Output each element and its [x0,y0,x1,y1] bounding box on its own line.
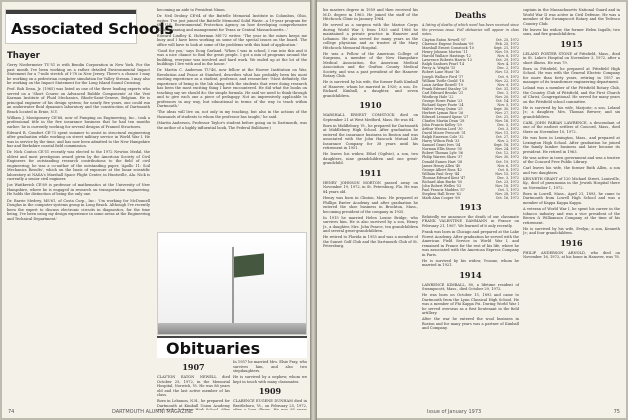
death-date: Oct. 16, 1972 [495,195,519,200]
obituary-column-1 [157,360,230,410]
death-class: '42 [456,167,462,172]
death-date: Nov. 20, 1972 [495,94,519,99]
obituary-column-2 [233,360,307,410]
death-class: '16 [454,70,460,75]
paragraph: CLAYTON EATON NEWELL died October 25, 1972, in the Memorial Hospital, Norwich, Vt. He was 86 years old and the last active member of his class. [157,375,230,397]
paragraph: captain in the Massachusetts National Guard and in World War II was active in Civil Defense. He was a member of the Swampscott Rotary and the Tedesco Country Club. [523,8,620,26]
death-name: Lawrence Roberts Harris [422,58,466,63]
death-name: Thomas Edward Kent [422,175,459,180]
paragraph: Prof. Bob Dean, Jr. (1965) was listed as one of the three leading experts who served on a 'Short Course on Advanced Rubble Components' at the Vest Karman Institute of Fluid Mechanics, Rhode-Saint-Genese, Belgium. He is principal engineer of his design system; for nearly five years, one could run an underwater fluid dynamics laboratory and the construction of Dartmouth Beach located in Ernie, N.Y. [7,87,150,114]
death-name: Paul Francis Madden [422,187,459,192]
death-class: '57 [459,187,465,192]
flag-photo [157,232,307,335]
paragraph: A veteran of World War I, he spent his career in the tobacco industry and was a vice president of the Brown & Williamson Company at the time of his retirement. [523,207,620,225]
death-name: Marshall Ernest Comstock [422,46,468,51]
death-name: Ralph Emerson Cole [422,135,458,140]
class-year-heading: 1910 [359,100,382,111]
death-date: Oct. 19, 1972 [495,159,519,164]
death-class: '47 [460,175,466,180]
death-name: Edward Leonard Spear [422,114,462,119]
class-year-heading: 1907 [182,362,205,372]
death-date: Nov. 4, 1972 [497,62,519,67]
death-date: Oct. 29, 1972 [495,58,519,63]
death-name: William Paul Grey [422,171,453,176]
death-class: '12 [465,54,471,59]
flag-icon [234,253,264,277]
right-page [317,2,626,418]
paragraph: He retired to Florida in 1955 and was a member of the Sunset Golf Club and the Dartmouth Club of St. Petersburg. [323,235,418,249]
death-class: '35 [456,147,462,152]
death-class: '24 [458,102,464,107]
paragraph: Edward Lindley K. Hoberman MS'72 writes: 'The year in the mines keeps me busy and I have been working on some of the special issues on the board. The office will have to look at some of the problems with this kind of application.' [157,33,307,47]
section-heading-thayer: Thayer [7,51,40,61]
death-date: Nov. 13, 1972 [495,70,519,75]
paragraph: Dr. Nick Contos CE'51 recently was elected to the 1972 Newton Medal, the oldest and most prestigious award given by the American Society of Civil Engineers for outstanding research contributions to the field of civil engineering; he was a co-author of the outstanding paper, 'Apollo 11: Soil Mechanics Results', which on the basis of exposure at the lunar scientific laboratory at NASA's Marshall Space Flight Center, in Huntsville, Ala. Nick is currently a senior civil engineer. [7,150,150,182]
death-class: '17 [458,74,464,79]
paragraph: Born in Middlebury, Vt., he prepared for Dartmouth at Middlebury High School. After graduation he entered the insurance business in Boston and was associated with the John Hancock Mutual Life Insurance Company for 38 years until his retirement in 1951. [323,123,418,151]
death-date: Nov. 6, 1972 [497,163,519,168]
deaths-heading: Deaths [454,10,487,20]
page-number-left: 74 [8,409,15,415]
death-date: Oct. 27, 1972 [495,135,519,140]
paragraph: In 1957 he married Mrs. Elsie Pray, who survives him, and also two stepdaughters. [233,360,307,373]
death-name: Carl Edward Brooks [422,90,457,95]
death-class: '23 [457,98,463,103]
paragraph: He is survived by his wife, Evelyn; a son, Kenneth Jr.; and four grandchildren. [523,226,620,236]
death-class: '27 [463,114,469,119]
obituary-column-4 [523,8,620,410]
death-class: '14 [458,62,464,67]
class-year-heading: 1909 [258,386,282,397]
death-class: '09 [468,42,474,47]
death-entry [422,196,519,200]
thayer-column-1 [7,63,150,403]
death-class: '28 [459,119,465,124]
death-class: '18 [458,78,464,83]
paragraph: In 1915 he married Helen Louise Bridge, who survives him. He is also survived by a son, Henry Jr., a daughter, Mrs. John Pearce, ten grandchildren and several great-grandchildren. [323,215,418,234]
paragraph: LAWRENCE KIMBALL, 80, a lifetime resident of Swampscott, Mass., died October 29, 1972. [422,282,519,292]
death-date: Nov. 11, 1972 [495,131,519,136]
death-name: John Francis Kelley [422,123,456,128]
thayer-column-2 [157,8,307,230]
death-name: Henry Johnson Morton [422,50,462,55]
paragraph: Henry was born in Clinton, Mass. He prepared at Phillips Exeter Academy and after graduation he entered the shoe business in Brockton, Mass., becoming president of the company in 1935. [323,196,418,214]
paragraph: MARSHALL ERNEST COMSTOCK died on September 21 at West Medford, Mass. He was 84. [323,113,418,122]
death-class: '07 [460,38,466,43]
death-date: Nov. 2, 1972 [497,139,519,144]
deaths-column [422,8,519,410]
death-name: Samuel Grant Ives [422,143,454,148]
death-name: Harold Wallace Hastings [422,54,465,59]
paragraph: KENNETH GRANT of 120 Michael Street, Louisville, Ky., died of pneumonia in the Jewish Hospital there on November 1, 1972. [523,176,620,190]
obituary-column-3 [323,8,418,410]
death-class: '37 [457,155,463,160]
paragraph: He leaves his widow, Ethel (Ogilvie), a son, two daughters, nine grandchildren and one great-grandchild. [323,152,418,166]
paragraph: LELAND PORTER STONE of Pittsfield, Mass., died in St. Luke's Hospital on November 3, 1972, after a short illness. He was 79. [523,51,620,65]
death-name: Norman Ellis Stone [422,147,456,152]
paragraph: He is survived by his wife, Marjorie; a son, Leland Jr.; a daughter, Mrs. Thomas Brewer; and six grandchildren. [523,105,620,119]
death-name: Ralph Sanborn Pearl [422,62,458,67]
deaths-intro: A listing of deaths of which word has been received since the previous issue. Full obituaries will appear in class notes. [422,23,519,36]
death-date: Oct. 21, 1972 [495,114,519,119]
paragraph: Dr. Martin C. Anderson TU'46, now fellow at the Hoover Institution on War, Revolution and Peace at Stanford, describes what has probably been his most exciting experience as a student, professor, and researcher: 'Most definitely, the experience of being in the lab along with the students that were doing research has been the most exciting thing I have encountered. He did what the books on teaching say we should do: the simple formula. He said we need to think through and to give each one a piece of pedagogy. Not an impressively applicable to professors in any way, but educational in terms of the way to teach within Dartmouth.' [157,68,307,109]
death-name: Frank Edward Stanley [422,86,461,91]
class-year-heading: 1916 [560,237,583,248]
paragraph: William J. Montgomery CE'68, now of Pumping on Engineering, Inc., took a professional title in the five insurance business that he had ten months earlier: he is currently working for several designs of Framed Structures. [7,115,150,129]
paragraph: Edward R. Comfort CE'73 spent summer to assist in structural engineering after graduation while working on street military service in World War I. He was in service by the time, and has now been admitted to the New Hampshire bar and Berkshire coastal field commission. [7,130,150,149]
death-date: Oct. 8, 1972 [497,167,519,172]
death-date: Sept. 30, 1972 [493,106,519,111]
death-date: Nov. 30, 1972 [495,155,519,160]
photo-ridge [158,323,306,334]
death-name: George Howe Paine [422,98,457,103]
death-name: William Tuttle Gould [422,78,458,83]
paragraph: He was born on October 15, 1892 and came to Dartmouth from the Lynn Classical High School. He was a member of Phi Kappa Psi. During World War I he served overseas as a first lieutenant in the field artillery. [422,293,519,316]
paragraph: Carl leaves his wife, the former Ruth Allen, a son and two daughters. [523,166,620,175]
death-name: Charles Martin Dean [422,119,459,124]
paragraph: He was born in Lexington, Mass., and prepared at Lexington High School. After graduation he joined the family lumber business and later became its president. He retired in 1963. [523,136,620,154]
death-class: '34 [454,143,461,148]
death-name: Winthrop Hale [422,94,448,99]
death-name: James Henry Allen [422,163,454,168]
death-date: Oct. 14, 1972 [495,98,519,103]
paragraph: Belatedly we announce the death of our classmate FRANK VALENTINE DAMMANN in France on February 21, 1967. We learned of it only recently. [422,214,519,228]
death-date: Nov. 5, 1972 [497,102,519,107]
paragraph: becoming an aide to President Nixon. [157,8,226,12]
death-class: '10 [468,46,475,51]
death-name: Richard Sayre Foote [422,102,458,107]
death-class: '31 [460,131,466,136]
death-name: Arthur Weston Lord [422,127,457,132]
death-class: '32 [458,135,464,140]
death-name: Donald Eames Hart [422,159,456,164]
obituaries-banner [157,336,307,358]
death-date: Nov. 27, 1972 [495,110,519,115]
death-class: '21 [457,90,464,95]
magazine-title-footer: DARTMOUTH ALUMNI MAGAZINE [112,409,194,415]
death-class: '11 [462,50,468,55]
death-date: Feb. 25, 1972 [495,42,519,47]
death-date: Sept. 21, 1972 [493,46,519,51]
death-date: Oct. 23, 1972 [495,179,519,184]
paragraph: Frank was born in Chicago and prepared at the Lake Forest Academy. After graduation he served with the American Field Service in World War I, and remained in France for the rest of his life, where he was associated with the American Express Company in Paris. [422,230,519,257]
paragraph: Born in Pittsfield, he prepared at Pittsfield High School. He was with the General Electric Company for more than forty years, retiring in 1957 as manager of its transformer engineering department. [523,66,620,85]
death-name-class [422,196,460,200]
paragraph: 'Good for you,' says Doug Garland. 'When I was in school, I ran into this and it was a nice chance to find the great people. I got a mix of programs around the building, everyone was involved and hard work. We ended up at the lot of the buildings I live with and in the house.' [157,48,307,67]
death-date: Dec. 3, 1972 [497,175,519,180]
paragraph: CLARENCE EUGENE DUNHAM died in Brattleboro, Vt., on February 25, 1972, [233,399,307,408]
death-class: '36 [457,151,463,156]
death-class: '15 [450,66,456,71]
death-date: Nov. 15, 1972 [495,171,519,176]
death-name: Philip Warren Shaw [422,155,457,160]
death-date: Dec. 1, 1972 [497,90,519,95]
left-page [2,2,310,418]
death-class: '38 [456,159,463,164]
class-year-heading: 1914 [459,269,482,280]
death-class: '13 [466,58,472,63]
death-name: Clarence Eugene Dunham [422,42,468,47]
death-date: Nov. 8, 1972 [497,54,519,59]
paragraph: He served as a surgeon with the Marine Corps during World War I; from 1923 until 1966 he maintained a private practice in Hanover and Lebanon. He also served for many years as the college physician and as trustee of the Mary Hitchcock Memorial Hospital. [323,23,418,50]
page-number-right: 75 [613,409,620,415]
paragraph: He leaves his widow, the former Helen Ingalls; two sons, and five grandchildren. [523,27,620,37]
death-class: '25 [457,106,463,111]
section-banner [5,9,174,44]
death-date: Nov. 19, 1972 [495,50,519,55]
death-name: David Moore Prescott [422,131,460,136]
paragraph: He is survived by his widow, Yvonne, whom he married in 1921. [422,258,519,268]
death-name: Robert Lane Hunt [422,70,454,75]
death-name: Louis Arthur Rowell [422,82,457,87]
obituaries-title: Obituaries [166,339,261,358]
death-class: '40 [455,163,461,168]
death-class: '29 [456,123,462,128]
paragraph: He was a Fellow of the American College of Surgeons, a member of the New Hampshire Medical Association, the American Medical Association and the Grafton County Medical Society, and was a past president of the Hanover Rotary Club. [323,51,418,79]
death-class: '62 [455,191,462,196]
class-year-heading: 1911 [359,167,382,178]
class-year-heading: 1915 [560,38,583,49]
death-date: Nov. 22, 1972 [495,78,519,83]
banner-title: Associated Schools [11,20,174,38]
paragraph: 'The ideas will live on, not only in my teaching, but also in the actions of the thousands of students to whom the professor has taught,' he said. [157,110,307,119]
death-date: Oct. 25, 1972 [495,38,519,43]
death-name: Richard Alan Burke [422,179,456,184]
death-class: '44 [453,171,460,176]
paragraph: He was active in town government and was a trustee of the Concord Free Public Library. [523,155,620,165]
paragraph: Born in Lowell, Mass., April 21, 1893, he came to Dartmouth from Lowell High School and was a member of Kappa Kappa Kappa. [523,191,620,205]
death-date: Nov. 9, 1972 [497,82,519,87]
death-date: Oct. 9, 1972 [497,74,519,79]
death-class: '33 [454,139,460,144]
issue-date-footer: Issue of January 1973 [427,409,482,415]
death-class: '22 [448,94,454,99]
paragraph: CARL JOHN FABIAN LAWRENCE, a descendant of one of the earliest settlers of Concord, Mass., died there on November 10, 1972. [523,120,620,134]
paragraph: HENRY JOHNSON MORTON passed away on November 19, 1972, in St. Petersburg, Fla. He was 84 years old. [323,180,418,194]
death-class: '19 [457,82,463,87]
death-date: Oct. 1, 1972 [497,187,519,192]
death-name: Percy A. Wright [422,66,450,71]
death-date: Dec. 2, 1972 [497,66,519,71]
death-class: '53 [455,183,462,188]
paragraph: Gerry Niedermeier TU'51 is with Bendix Corporation in New York. For the past month I've been working on a rather detailed Environmental Impact Statement for a 7-mile stretch of I-78 in New Jersey. There's a chance I may be working on a pedestrian computer simulation for Valley Stream. I may also be working on the Impact Statement for the Long Island Sound Crossing. [7,63,150,85]
death-name: Herbert Lyman Rice [422,110,457,115]
paragraph: He is survived by a nephew, whom we kept in touch with many classmates. [233,375,307,384]
death-class: '26 [458,110,464,115]
paragraph: (Martin Anderson, Professor Taylor's student before going on to Dartmouth, was the author of a highly influential book, The Federal Bulldozer.) [157,121,307,130]
paragraph: his masters degree in 1959 and then received his M.D. degree in 1963. He joined the staff of the Hitchcock Clinic in January 1964. [323,8,418,21]
death-name: Walter Irving Quinn [422,106,457,111]
class-year-heading: 1913 [459,201,482,212]
paragraph: PHILIP ANDERSON ARNOLD, who died on November 16, 1972, at his home in Hanover, was 78. [523,250,620,260]
death-name: Robert Thomas Lyle [422,151,457,156]
death-date: Nov. 28, 1972 [495,191,519,196]
death-date: Oct. 12, 1972 [495,151,519,156]
paragraph: He is survived by his wife, the former Ruth Kimball of Hanover, whom he married in 1920; a son, Dr. Richard Kimball, a daughter, and seven grandchildren. [323,80,418,98]
death-date: Dec. 5, 1972 [497,123,519,128]
death-name: Clayton Eaton Newell [422,38,460,43]
paragraph: After the war he entered the wool business in Boston and for many years was a partner of Kimball and Company. [422,317,519,331]
death-date: Sept. 18, 1972 [493,143,519,148]
death-date: Oct. 31, 1972 [495,86,519,91]
deaths-list [422,38,519,200]
death-name: John Robert Welles [422,183,455,188]
death-date: Nov. 24, 1972 [495,147,519,152]
death-name: George Albert Ross [422,167,456,172]
death-date: Nov. 18, 1972 [495,183,519,188]
paragraph: Leland was a member of the Pittsfield Rotary Club, the Country Club of Pittsfield, and the First Church of Christ, Congregational. He served for many years on the Pittsfield school committee. [523,86,620,104]
death-name: Joseph Wallace Ford [422,74,457,79]
death-name: Harry Wilson Fisk [422,139,454,144]
death-class: '50 [456,179,463,184]
death-class: '69 [454,195,460,200]
death-class: '30 [457,127,463,132]
paragraph: Dr. Neil Drobny CE'64 of the Battelle Memorial Institute in Columbus, Ohio, writes 'I've just joined the Battelle Memorial Solid Waste...a 10-year program for the U.S. Environmental Protection Agency on how developing comprehensive plans, planning and management for Texas or Central Massachusetts...' [157,14,307,32]
paragraph: Joe Waitkevich CE'69 is professor of mathematics at the University of New Hampshire, where he is engaged in research on transportation engineering. He holds the distinction of being the only one. [7,183,150,197]
death-date: Oct. 3, 1972 [497,127,519,132]
death-date: Nov. 16, 1972 [495,119,519,124]
death-name: Mark Alan Cooper [422,195,454,200]
death-class: '20 [461,86,467,91]
page-gutter [310,0,317,420]
death-name: Stephen Hall Drew [422,191,455,196]
paragraph: Born in Lebanon, N.H., he prepared for Dartmouth at Kimball Union Academy [157,399,230,408]
paragraph: Dr. Barrie Medrey, MS'61, of Costa Corp., Inc.: 'I'm working for McDonnell Douglas in the computer systems group in Long Beach. Although I've recently been the expert to discuss electronic circuits in diagnostics, for the time being, I've been using my design experience in some areas at the Engineering and Technical Department.' [7,198,150,221]
